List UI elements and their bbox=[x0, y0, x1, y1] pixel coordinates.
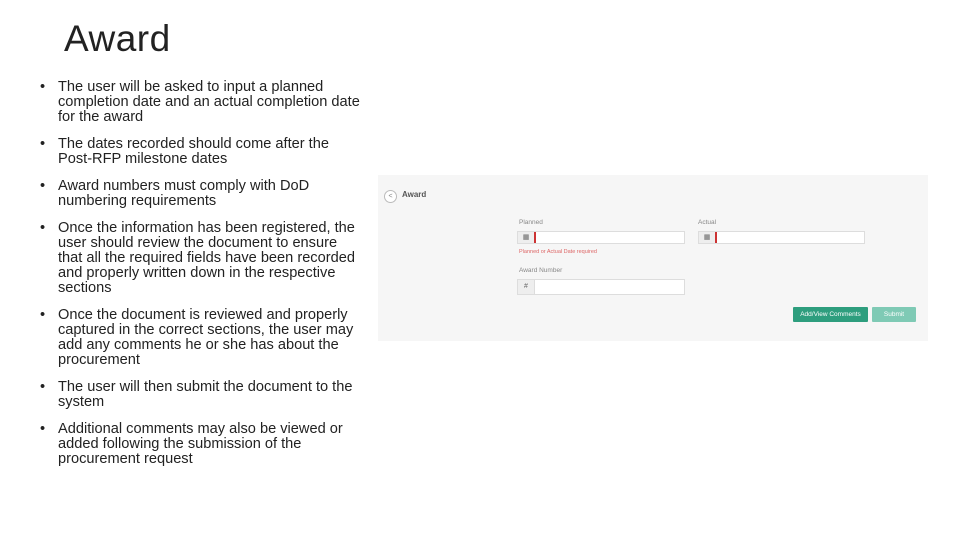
bullet-icon: • bbox=[40, 307, 46, 323]
bullet-item: • Once the document is reviewed and properly captured in the correct sections, the user may add any comments he or she has about the procurement bbox=[40, 307, 354, 368]
submit-button[interactable]: Submit bbox=[872, 307, 916, 322]
bullet-item: • The dates recorded should come after the Post-RFP milestone dates bbox=[40, 136, 329, 167]
award-number-field[interactable] bbox=[517, 279, 685, 295]
planned-label: Planned bbox=[519, 219, 543, 226]
planned-date-field[interactable] bbox=[517, 231, 685, 244]
bullet-icon: • bbox=[40, 136, 46, 152]
bullet-icon: • bbox=[40, 79, 46, 95]
hash-prefix: # bbox=[518, 280, 535, 294]
calendar-icon[interactable]: ▦ bbox=[699, 232, 717, 243]
actual-date-field[interactable] bbox=[698, 231, 865, 244]
bullet-icon: • bbox=[40, 220, 46, 236]
bullet-item: • The user will then submit the document to the system bbox=[40, 379, 353, 410]
bullet-item: • Award numbers must comply with DoD numbering requirements bbox=[40, 178, 310, 209]
bullet-item: • Once the information has been registered, the user should review the document to ensure that all the required fields have been recorded and properly written down in the respective sections bbox=[40, 220, 355, 296]
award-form-screenshot bbox=[378, 175, 928, 341]
add-view-comments-button[interactable]: Add/View Comments bbox=[793, 307, 868, 322]
bullet-item: • Additional comments may also be viewed or added following the submission of the procurement request bbox=[40, 421, 343, 467]
back-arrow-icon[interactable]: < bbox=[384, 190, 397, 203]
bullet-icon: • bbox=[40, 178, 46, 194]
calendar-icon[interactable]: ▦ bbox=[518, 232, 536, 243]
bullet-item: • The user will be asked to input a planned completion date and an actual completion date for the award bbox=[40, 79, 360, 125]
slide-title: Award bbox=[64, 18, 171, 59]
award-number-label: Award Number bbox=[519, 267, 563, 274]
bullet-icon: • bbox=[40, 421, 46, 437]
bullet-icon: • bbox=[40, 379, 46, 395]
form-title: Award bbox=[402, 190, 427, 199]
bullet-list bbox=[40, 80, 360, 479]
date-error-message: Planned or Actual Date required bbox=[519, 249, 597, 255]
actual-label: Actual bbox=[698, 219, 717, 226]
